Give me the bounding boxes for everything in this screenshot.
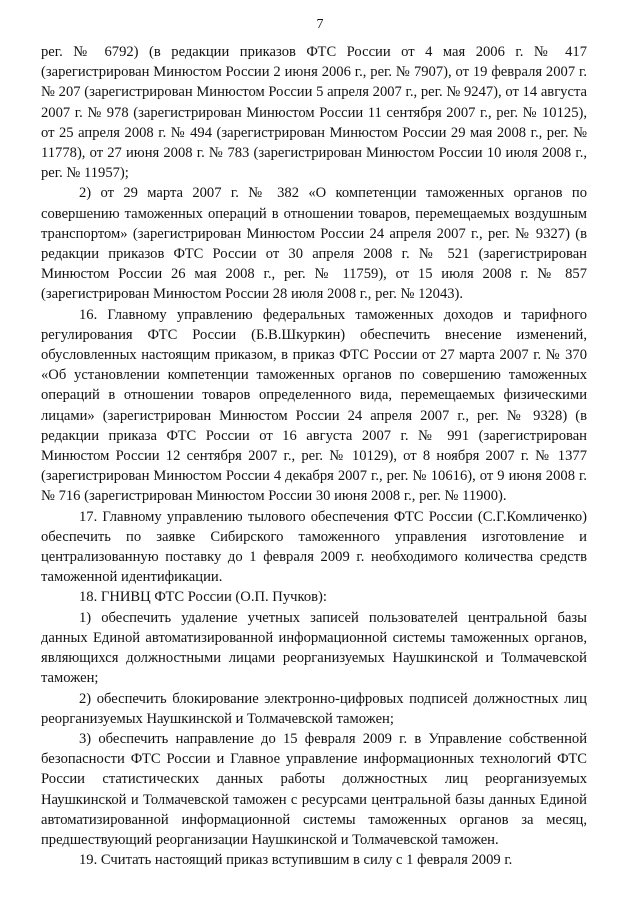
paragraph-18-item-3: 3) обеспечить направление до 15 февраля 2009 г. в Управление собственной безопасности ФТС России и Главное управление информационных технологий ФТС России статистических данных работы должностных лиц реорганизуемых Наушкинской и Толмачевской таможен с ресурсами центральной базы данных Единой автоматизированной информационной системы таможенных органов за месяц, предшествующий реорганизации Наушкинской и Толмачевской таможен. xyxy=(41,730,587,848)
paragraph-17: 17. Главному управлению тылового обеспечения ФТС России (С.Г.Комличенко) обеспечить по заявке Сибирского таможенного управления изготовление и централизованную поставку до 1 февраля 2009 г. необходимого количества средств таможенной идентификации. xyxy=(41,508,587,586)
document-body xyxy=(41,42,587,870)
paragraph-16: 16. Главному управлению федеральных таможенных доходов и тарифного регулирования ФТС России (Б.В.Шкуркин) обеспечить внесение изменений, обусловленных настоящим приказом, в приказ ФТС России от 27 марта 2007 г. № 370 «Об установлении компетенции таможенных органов по совершению таможенных операций в отношении товаров определенного вида, перемещаемых физическими лицами» (зарегистрирован Минюстом России 24 апреля 2007 г., рег. № 9328) (в редакции приказа ФТС России от 16 августа 2007 г. № 991 (зарегистрирован Минюстом России 12 сентября 2007 г., рег. № 10129), от 8 ноября 2007 г. № 1377 (зарегистрирован Минюстом России 4 декабря 2007 г., рег. № 10616), от 9 июня 2008 г. № 716 (зарегистрирован Минюстом России 30 июня 2008 г., рег. № 11900). xyxy=(41,306,587,505)
paragraph-continuation: рег. № 6792) (в редакции приказов ФТС России от 4 мая 2006 г. № 417 (зарегистрирован Минюстом России 2 июня 2006 г., рег. № 7907), от 19 февраля 2007 г. № 207 (зарегистрирован Минюстом России 5 апреля 2007 г., рег. № 9247), от 14 августа 2007 г. № 978 (зарегистрирован Минюстом России 11 сентября 2007 г., рег. № 10125), от 25 апреля 2008 г. № 494 (зарегистрирован Минюстом России 29 мая 2008 г., рег. № 11778), от 27 июня 2008 г. № 783 (зарегистрирован Минюстом России 10 июля 2008 г., рег. № 11957); xyxy=(41,44,587,182)
paragraph-18-item-1: 1) обеспечить удаление учетных записей пользователей центральной базы данных Единой автоматизированной информационной системы таможенных органов, являющихся должностными лицами реорганизуемых Наушкинской и Толмачевской таможен; xyxy=(41,609,587,687)
page-number: 7 xyxy=(316,17,324,32)
paragraph-item-2: 2) от 29 марта 2007 г. № 382 «О компетенции таможенных органов по совершению таможенных операций в отношении товаров, перемещаемых воздушным транспортом» (зарегистрирован Минюстом России 24 апреля 2007 г., рег. № 9327) (в редакции приказов ФТС России от 30 апреля 2008 г. № 521 (зарегистрирован Минюстом России 26 мая 2008 г., рег. № 11759), от 15 июля 2008 г. № 857 (зарегистрирован Минюстом России 28 июля 2008 г., рег. № 12043). xyxy=(41,185,587,303)
paragraph-18-heading: 18. ГНИВЦ ФТС России (О.П. Пучков): xyxy=(79,589,327,606)
paragraph-19: 19. Считать настоящий приказ вступившим в силу с 1 февраля 2009 г. xyxy=(79,852,513,869)
paragraph-18-item-2: 2) обеспечить блокирование электронно-цифровых подписей должностных лиц реорганизуемых Наушкинской и Толмачевской таможен; xyxy=(41,690,587,727)
